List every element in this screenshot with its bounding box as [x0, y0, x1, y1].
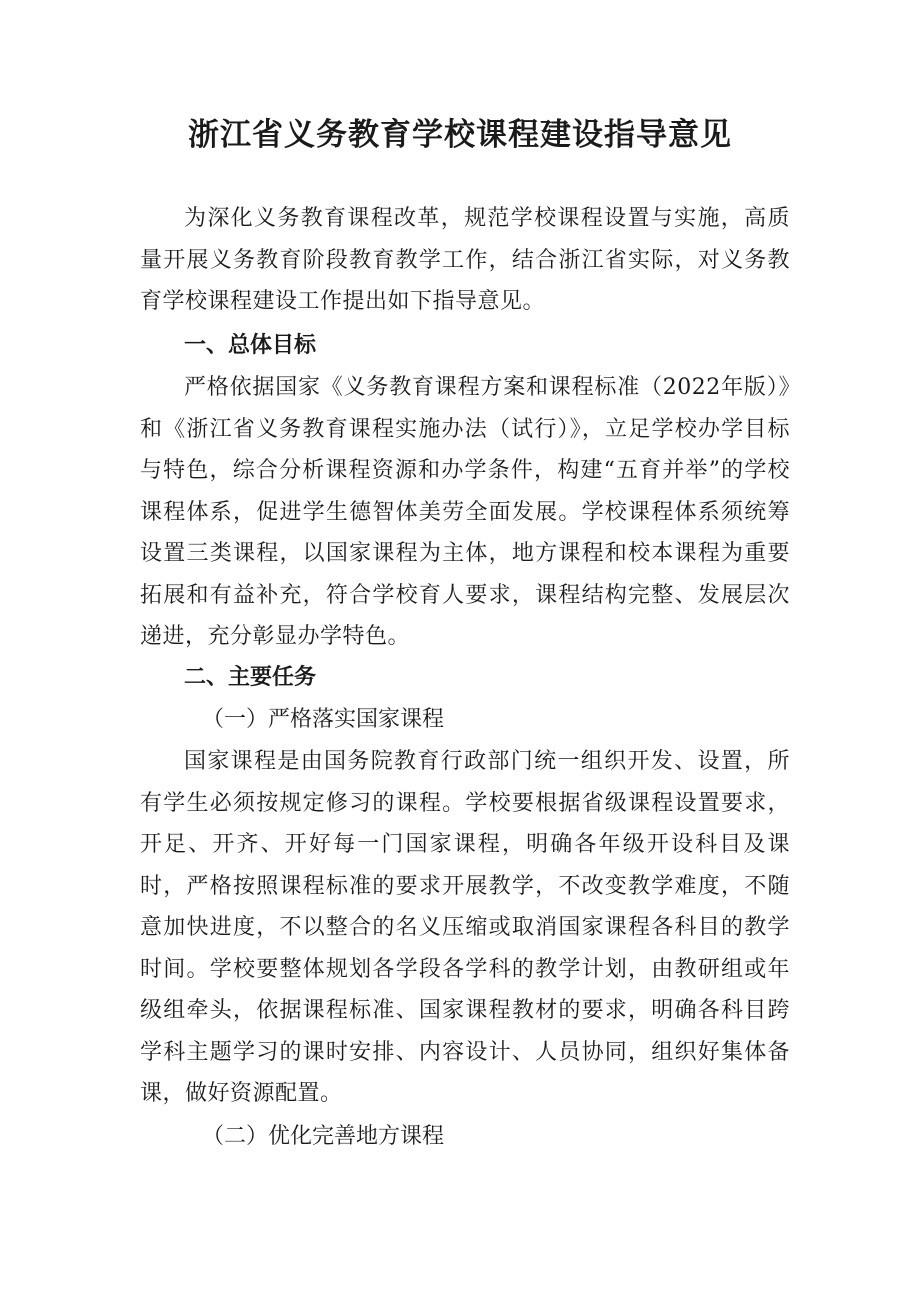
subsection-heading-national-curriculum: （一）严格落实国家课程: [202, 707, 445, 732]
national-curriculum-paragraph: 国家课程是由国务院教育行政部门统一组织开发、设置，所有学生必须按规定修习的课程。学校要根据省级课程设置要求，开足、开齐、开好每一门国家课程，明确各年级开设科目及课时，严格按照课程标准的要求开展教学，不改变教学难度，不随意加快进度，不以整合的名义压缩或取消国家课程各科目的教学时间。学校要整体规划各学段各学科的教学计划，由教研组或年级组牵头，依据课程标准、国家课程教材的要求，明确各科目跨学科主题学习的课时安排、内容设计、人员协同，组织好集体备课，做好资源配置。: [140, 749, 790, 1106]
subsection-heading-local-curriculum: （二）优化完善地方课程: [202, 1124, 445, 1149]
section-heading-goals: 一、总体目标: [184, 333, 317, 358]
section-heading-tasks: 二、主要任务: [184, 665, 317, 690]
intro-paragraph: 为深化义务教育课程改革，规范学校课程设置与实施，高质量开展义务教育阶段教育教学工作，结合浙江省实际，对义务教育学校课程建设工作提出如下指导意见。: [140, 206, 790, 314]
goals-paragraph: 严格依据国家《义务教育课程方案和课程标准（2022年版）》和《浙江省义务教育课程实施办法（试行）》，立足学校办学目标与特色，综合分析课程资源和办学条件，构建“五育并举”的学校课程体系，促进学生德智体美劳全面发展。学校课程体系须统筹设置三类课程，以国家课程为主体，地方课程和校本课程为重要拓展和有益补充，符合学校育人要求，课程结构完整、发展层次递进，充分彰显办学特色。: [140, 375, 790, 649]
document-title: 浙江省义务教育学校课程建设指导意见: [188, 117, 732, 153]
